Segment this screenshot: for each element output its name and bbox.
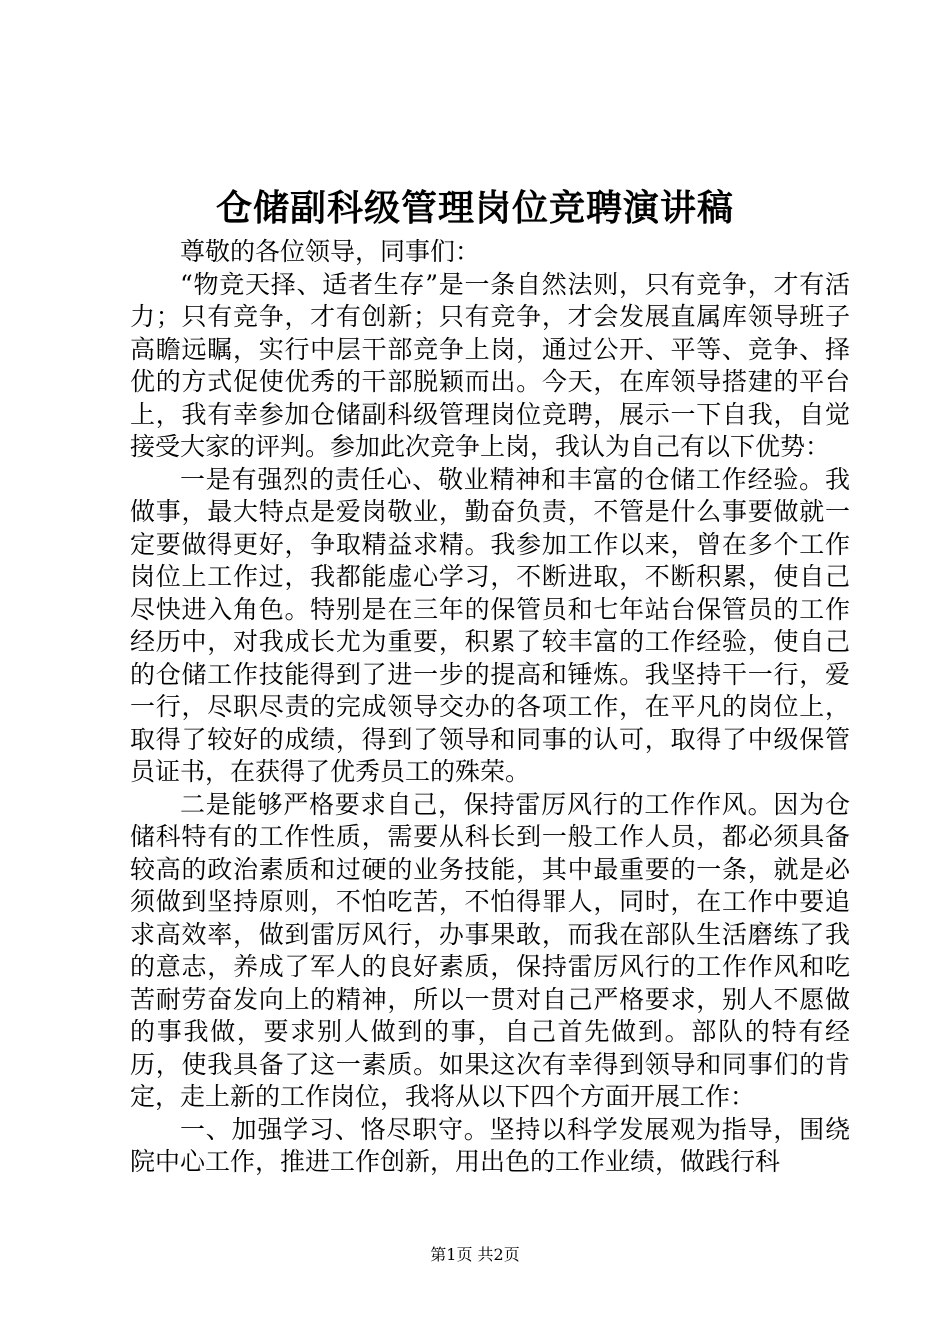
greeting-line: 尊敬的各位领导，同事们： (180, 237, 481, 266)
paragraph-plan-one: 一、加强学习、恪尽职守。坚持以科学发展观为指导，围绕院中心工作，推进工作创新，用出色的工作业绩，做践行科 (130, 1114, 850, 1176)
page-number: 第1页 共2页 (430, 1245, 520, 1264)
paragraph-intro: “物竞天择、适者生存”是一条自然法则，只有竞争，才有活力；只有竞争，才有创新；只有竞争，才会发展直属库领导班子高瞻远瞩，实行中层干部竞争上岗，通过公开、平等、竞争、择优的方式促使优秀的干部脱颖而出。今天，在库领导搭建的平台上，我有幸参加仓储副科级管理岗位竞聘，展示一下自我，自觉接受大家的评判。参加此次竞争上岗，我认为自己有以下优势： (130, 269, 850, 461)
paragraph-advantage-one: 一是有强烈的责任心、敬业精神和丰富的仓储工作经验。我做事，最大特点是爱岗敬业，勤奋负责，不管是什么事要做就一定要做得更好，争取精益求精。我参加工作以来，曾在多个工作岗位上工作过，我都能虚心学习，不断进取，不断积累，使自己尽快进入角色。特别是在三年的保管员和七年站台保管员的工作经历中，对我成长尤为重要，积累了较丰富的工作经验，使自己的仓储工作技能得到了进一步的提高和锤炼。我坚持干一行，爱一行，尽职尽责的完成领导交办的各项工作，在平凡的岗位上，取得了较好的成绩，得到了领导和同事的认可，取得了中级保管员证书，在获得了优秀员工的殊荣。 (130, 464, 850, 786)
document-title: 仓储副科级管理岗位竞聘演讲稿 (215, 187, 734, 229)
document-body (130, 236, 850, 1179)
paragraph-advantage-two: 二是能够严格要求自己，保持雷厉风行的工作作风。因为仓储科特有的工作性质，需要从科长到一般工作人员，都必须具备较高的政治素质和过硬的业务技能，其中最重要的一条，就是必须做到坚持原则，不怕吃苦，不怕得罪人，同时，在工作中要追求高效率，做到雷厉风行，办事果敢，而我在部队生活磨练了我的意志，养成了军人的良好素质，保持雷厉风行的工作作风和吃苦耐劳奋发向上的精神，所以一贯对自己严格要求，别人不愿做的事我做，要求别人做到的事，自己首先做到。部队的特有经历，使我具备了这一素质。如果这次有幸得到领导和同事们的肯定，走上新的工作岗位，我将从以下四个方面开展工作： (130, 789, 850, 1111)
